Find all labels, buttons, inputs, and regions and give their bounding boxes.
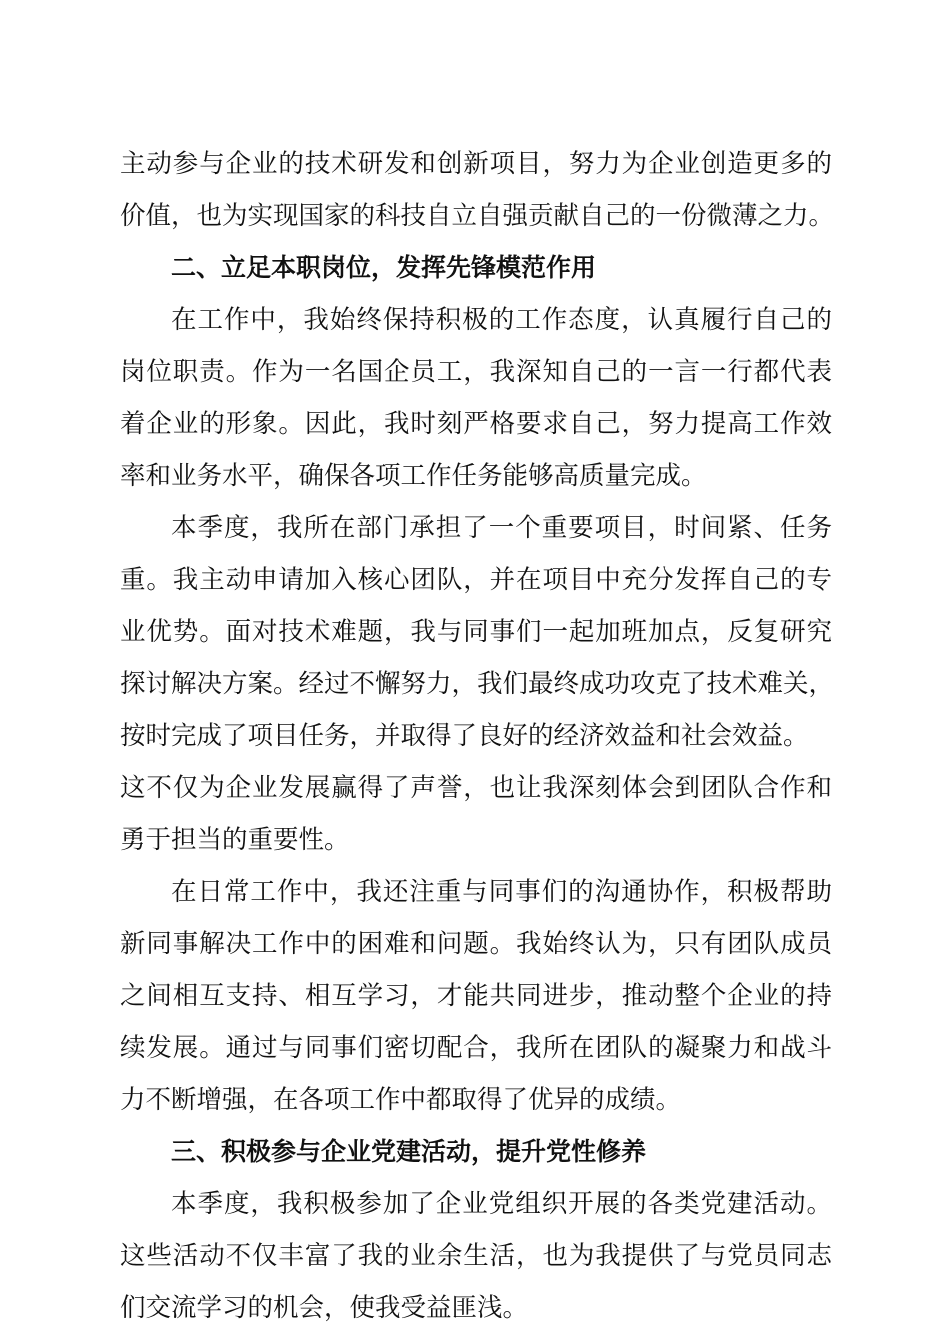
paragraph-line: 续发展。通过与同事们密切配合，我所在团队的凝聚力和战斗 [120,1033,832,1063]
paragraph-line: 之间相互支持、相互学习，才能共同进步，推动整个企业的持 [120,981,832,1011]
paragraph-line: 按时完成了项目任务，并取得了良好的经济效益和社会效益。 [120,721,809,751]
paragraph-line: 探讨解决方案。经过不懈努力，我们最终成功攻克了技术难关， [120,669,835,699]
paragraph-line: 这不仅为企业发展赢得了声誉，也让我深刻体会到团队合作和 [120,773,832,803]
paragraph-line: 着企业的形象。因此，我时刻严格要求自己，努力提高工作效 [120,409,832,439]
section-heading-3: 三、积极参与企业党建活动，提升党性修养 [171,1137,647,1166]
paragraph-line: 业优势。面对技术难题，我与同事们一起加班加点，反复研究 [120,617,832,647]
paragraph-line: 岗位职责。作为一名国企员工，我深知自己的一言一行都代表 [120,357,832,387]
paragraph-line: 勇于担当的重要性。 [120,825,350,855]
paragraph-line: 们交流学习的机会，使我受益匪浅。 [120,1293,529,1323]
paragraph-line: 价值，也为实现国家的科技自立自强贡献自己的一份微薄之力。 [120,201,835,231]
paragraph-line: 新同事解决工作中的困难和问题。我始终认为，只有团队成员 [120,929,832,959]
paragraph-line: 本季度，我所在部门承担了一个重要项目，时间紧、任务 [171,513,832,543]
paragraph-line: 在工作中，我始终保持积极的工作态度，认真履行自己的 [171,305,832,335]
paragraph-line: 重。我主动申请加入核心团队，并在项目中充分发挥自己的专 [120,565,832,595]
paragraph-line: 这些活动不仅丰富了我的业余生活，也为我提供了与党员同志 [120,1241,832,1271]
document-body [120,138,835,1334]
paragraph-line: 率和业务水平，确保各项工作任务能够高质量完成。 [120,461,707,491]
paragraph-line: 本季度，我积极参加了企业党组织开展的各类党建活动。 [171,1189,832,1219]
paragraph-line: 主动参与企业的技术研发和创新项目，努力为企业创造更多的 [120,149,832,179]
section-heading-2: 二、立足本职岗位，发挥先锋模范作用 [171,253,597,282]
paragraph-line: 力不断增强，在各项工作中都取得了优异的成绩。 [120,1085,682,1115]
paragraph-line: 在日常工作中，我还注重与同事们的沟通协作，积极帮助 [171,877,832,907]
